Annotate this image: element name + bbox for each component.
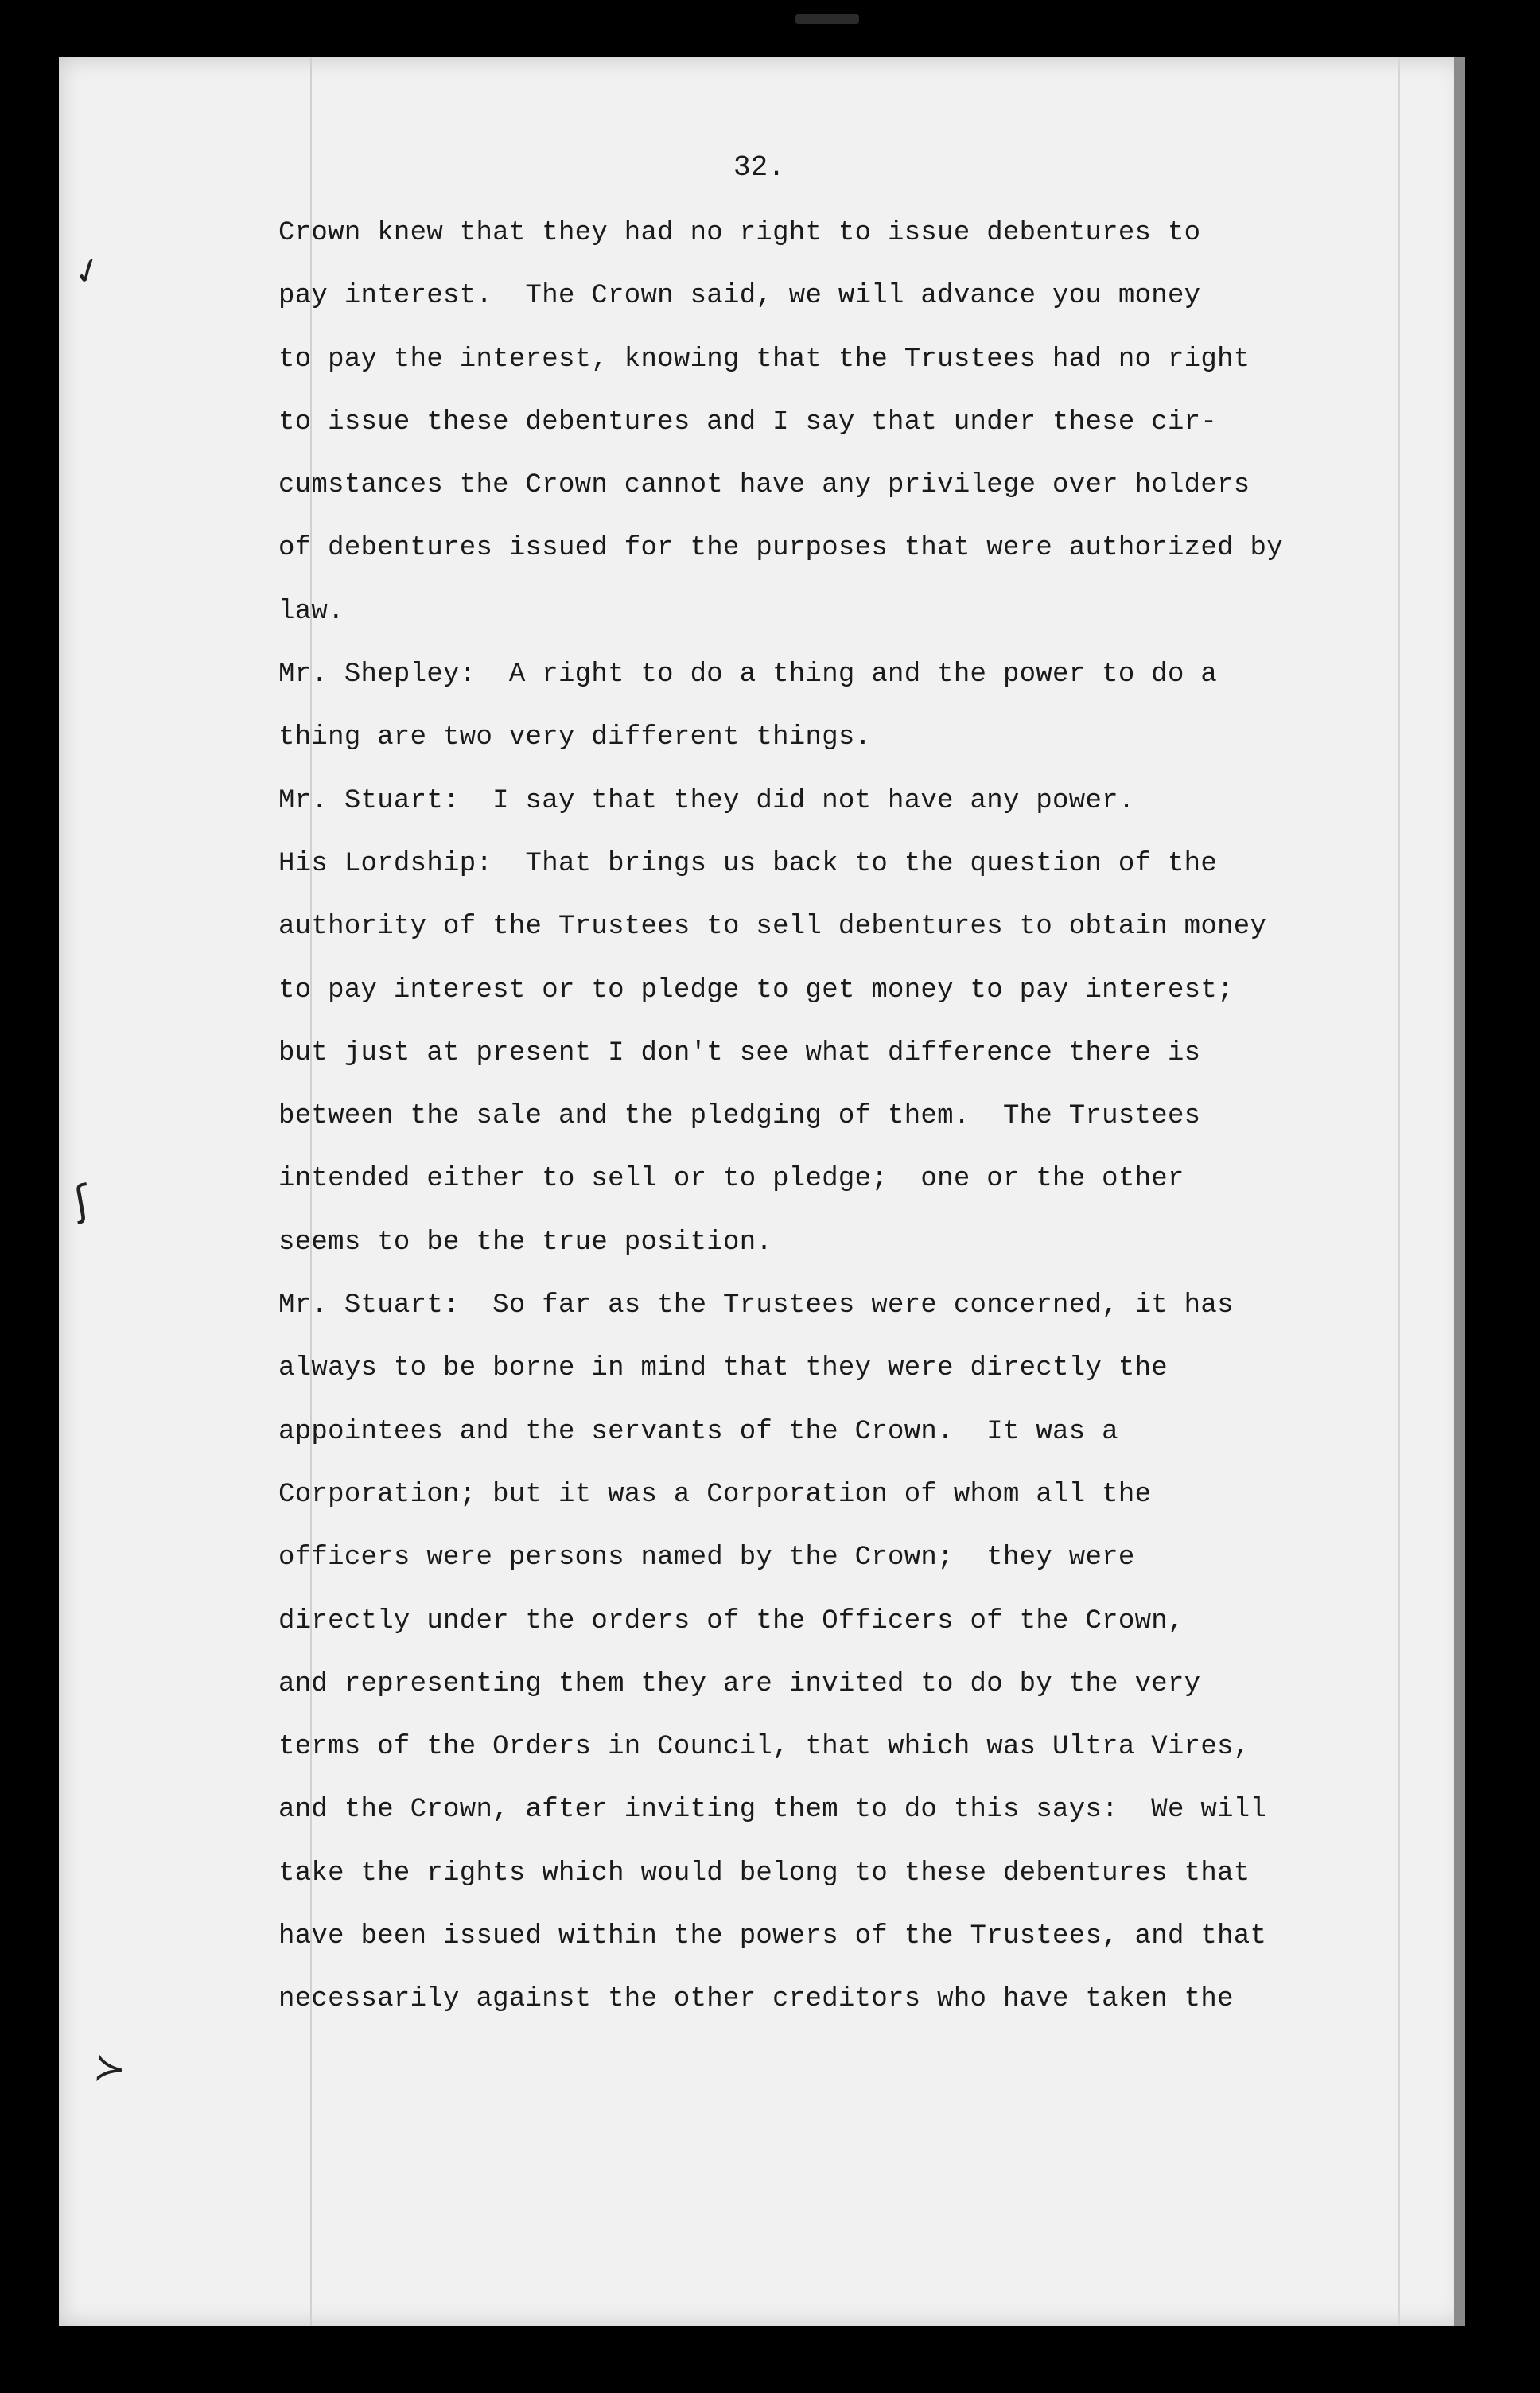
text-line: intended either to sell or to pledge; one or the other	[278, 1164, 1184, 1195]
margin-arrow-icon: ≻	[91, 2045, 129, 2092]
text-line: and the Crown, after inviting them to do this says: We will	[278, 1795, 1267, 1826]
text-line: to pay interest or to pledge to get money to pay interest;	[278, 975, 1234, 1006]
text-line: authority of the Trustees to sell debentures to obtain money	[278, 912, 1267, 943]
text-line: to pay the interest, knowing that the Trustees had no right	[278, 344, 1250, 375]
text-line: appointees and the servants of the Crown. It was a	[278, 1416, 1118, 1447]
text-line: take the rights which would belong to these debentures that	[278, 1858, 1250, 1889]
text-line: law.	[278, 596, 344, 627]
text-line: officers were persons named by the Crown; they were	[278, 1543, 1135, 1574]
text-line: directly under the orders of the Officers of the Crown,	[278, 1605, 1184, 1636]
text-line: necessarily against the other creditors who have taken the	[278, 1984, 1234, 2015]
text-line: terms of the Orders in Council, that which was Ultra Vires,	[278, 1732, 1250, 1763]
text-line: Mr. Stuart: I say that they did not have any power.	[278, 785, 1135, 816]
text-line: Mr. Shepley: A right to do a thing and the power to do a	[278, 660, 1218, 691]
text-line: pay interest. The Crown said, we will advance you money	[278, 281, 1201, 312]
text-line: seems to be the true position.	[278, 1227, 773, 1258]
text-line: have been issued within the powers of the Trustees, and that	[278, 1921, 1267, 1952]
text-line: thing are two very different things.	[278, 722, 872, 753]
typed-body-text	[278, 202, 1440, 2032]
text-line: Mr. Stuart: So far as the Trustees were concerned, it has	[278, 1290, 1234, 1321]
text-line: cumstances the Crown cannot have any privilege over holders	[278, 470, 1250, 501]
scan-speck	[795, 14, 859, 24]
text-line: His Lordship: That brings us back to the question of the	[278, 848, 1218, 879]
page-number: 32.	[733, 151, 785, 184]
text-line: of debentures issued for the purposes that were authorized by	[278, 533, 1283, 564]
margin-hook-icon: ʃ	[70, 1176, 93, 1227]
margin-checkmark-icon: ✓	[67, 247, 109, 296]
text-line: always to be borne in mind that they were directly the	[278, 1353, 1168, 1384]
text-line: Crown knew that they had no right to issue debentures to	[278, 218, 1201, 248]
text-line: between the sale and the pledging of them. The Trustees	[278, 1101, 1201, 1132]
text-line: to issue these debentures and I say that under these cir-	[278, 407, 1218, 438]
text-line: Corporation; but it was a Corporation of whom all the	[278, 1479, 1152, 1510]
text-line: but just at present I don't see what difference there is	[278, 1037, 1201, 1068]
text-line: and representing them they are invited to do by the very	[278, 1668, 1201, 1699]
